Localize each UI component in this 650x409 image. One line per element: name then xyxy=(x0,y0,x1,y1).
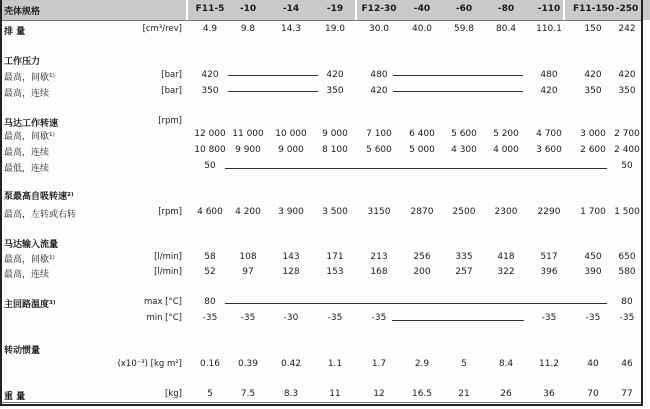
table-cell: 242 xyxy=(618,24,636,34)
table-cell: 3 600 xyxy=(536,145,562,155)
table-cell: 396 xyxy=(540,267,558,277)
col-header: -110 xyxy=(537,4,561,14)
left-border xyxy=(0,0,2,406)
table-cell: 257 xyxy=(455,267,473,277)
table-cell: 0.42 xyxy=(280,359,302,369)
row-label: 最低，连续 xyxy=(4,164,50,174)
section-title: 重 量 xyxy=(4,392,26,402)
table-cell: 1.7 xyxy=(371,359,387,369)
table-cell: 2 400 xyxy=(614,145,640,155)
row-unit: max [°C] xyxy=(143,297,182,307)
range-line xyxy=(225,168,607,169)
table-cell: 80 xyxy=(204,297,216,307)
table-cell: 10 800 xyxy=(194,145,226,155)
table-cell: 4 200 xyxy=(235,207,261,217)
table-cell: 517 xyxy=(540,252,558,262)
table-cell: 1 700 xyxy=(580,207,606,217)
row-separator xyxy=(0,20,641,21)
table-cell: -35 xyxy=(240,313,256,323)
table-cell: 213 xyxy=(370,252,388,262)
table-cell: 480 xyxy=(540,70,558,80)
table-cell: 390 xyxy=(584,267,602,277)
table-cell: 350 xyxy=(201,86,219,96)
table-cell: 4.9 xyxy=(202,24,218,34)
col-header: -19 xyxy=(326,4,344,14)
table-cell: 350 xyxy=(584,86,602,96)
section-title: 排 量 xyxy=(4,27,26,37)
table-cell: 21 xyxy=(458,389,470,399)
table-cell: 128 xyxy=(282,267,300,277)
table-cell: 52 xyxy=(204,267,216,277)
table-cell: 5 600 xyxy=(366,145,392,155)
col-header: -10 xyxy=(239,4,257,14)
table-cell: 58 xyxy=(204,252,216,262)
row-unit: [bar] xyxy=(161,86,182,96)
table-cell: 19.0 xyxy=(324,24,346,34)
table-cell: 50 xyxy=(204,161,216,171)
group-divider xyxy=(355,0,357,409)
table-cell: 10 000 xyxy=(275,129,307,139)
table-cell: 420 xyxy=(370,86,388,96)
table-cell: 12 xyxy=(373,389,385,399)
row-label: 最高，左转或右转 xyxy=(4,210,77,220)
table-cell: 59.8 xyxy=(453,24,475,34)
table-cell: 5 xyxy=(207,389,213,399)
row-unit: [kg] xyxy=(165,389,182,399)
table-cell: 3 500 xyxy=(322,207,348,217)
table-cell: 420 xyxy=(326,70,344,80)
table-cell: 1.1 xyxy=(327,359,343,369)
row-label: 最高，连续 xyxy=(4,270,50,280)
table-cell: 11 xyxy=(329,389,341,399)
table-cell: 1 500 xyxy=(614,207,640,217)
row-unit: min [°C] xyxy=(146,313,182,323)
row-unit: (x10⁻³) [kg m²] xyxy=(117,359,182,369)
table-cell: 2 600 xyxy=(580,145,606,155)
row-label: 最高，间歇¹⁾ xyxy=(4,255,55,265)
table-cell: 418 xyxy=(497,252,515,262)
col-header: F11-150 xyxy=(573,4,615,14)
table-cell: 480 xyxy=(370,70,388,80)
right-border xyxy=(641,0,643,406)
table-cell: 171 xyxy=(326,252,344,262)
row-unit: [l/min] xyxy=(154,252,182,262)
table-cell: 11.2 xyxy=(538,359,560,369)
table-cell: 650 xyxy=(618,252,636,262)
row-label: 最高，连续 xyxy=(4,148,50,158)
table-cell: -30 xyxy=(283,313,299,323)
table-cell: 40.0 xyxy=(411,24,433,34)
table-cell: 6 400 xyxy=(409,129,435,139)
bottom-border xyxy=(0,404,641,406)
table-cell: -35 xyxy=(371,313,387,323)
table-cell: 5 000 xyxy=(409,145,435,155)
col-header: -250 xyxy=(615,4,639,14)
table-cell: 2290 xyxy=(537,207,561,217)
section-title: 马达工作转速 xyxy=(4,119,59,129)
range-line xyxy=(228,75,318,76)
table-cell: 420 xyxy=(618,70,636,80)
section-title: 主回路温度³⁾ xyxy=(4,300,56,310)
header-title: 壳体规格 xyxy=(4,7,41,17)
table-cell: 12 000 xyxy=(194,129,226,139)
table-cell: 350 xyxy=(326,86,344,96)
table-cell: 11 000 xyxy=(232,129,264,139)
table-cell: -35 xyxy=(327,313,343,323)
table-cell: 50 xyxy=(621,161,633,171)
table-cell: -35 xyxy=(202,313,218,323)
table-cell: 200 xyxy=(413,267,431,277)
section-title: 工作压力 xyxy=(4,57,41,67)
table-cell: 2500 xyxy=(452,207,476,217)
section-title: 转动惯量 xyxy=(4,346,41,356)
col-header: -60 xyxy=(455,4,473,14)
table-cell: 0.39 xyxy=(237,359,259,369)
range-line xyxy=(225,303,607,304)
table-cell: 2300 xyxy=(494,207,518,217)
range-line xyxy=(393,75,523,76)
table-cell: 5 600 xyxy=(451,129,477,139)
table-cell: 4 000 xyxy=(493,145,519,155)
table-cell: 3 900 xyxy=(278,207,304,217)
table-cell: 2.9 xyxy=(414,359,430,369)
table-cell: -35 xyxy=(619,313,635,323)
table-cell: 8.3 xyxy=(283,389,299,399)
table-cell: 70 xyxy=(587,389,599,399)
row-unit: [rpm] xyxy=(158,116,182,126)
table-cell: 335 xyxy=(455,252,473,262)
table-cell: 420 xyxy=(201,70,219,80)
group-divider xyxy=(563,0,565,409)
table-cell: 110.1 xyxy=(536,24,562,34)
table-cell: 322 xyxy=(497,267,515,277)
col-header: F11-5 xyxy=(195,4,225,14)
row-unit: [bar] xyxy=(161,70,182,80)
section-title: 马达输入流量 xyxy=(4,240,59,250)
table-cell: 350 xyxy=(618,86,636,96)
table-cell: 7 100 xyxy=(366,129,392,139)
section-title: 泵最高自吸转速²⁾ xyxy=(4,192,74,202)
table-cell: 2 700 xyxy=(614,129,640,139)
table-cell: 14.3 xyxy=(280,24,302,34)
table-cell: 0.16 xyxy=(199,359,221,369)
table-cell: 420 xyxy=(584,70,602,80)
table-cell: 9 000 xyxy=(322,129,348,139)
table-cell: 3150 xyxy=(367,207,391,217)
table-cell: 2870 xyxy=(410,207,434,217)
row-unit: [rpm] xyxy=(158,207,182,217)
table-cell: 3 000 xyxy=(580,129,606,139)
table-cell: 7.5 xyxy=(240,389,256,399)
table-cell: 420 xyxy=(540,86,558,96)
table-cell: 80 xyxy=(621,297,633,307)
table-cell: 80.4 xyxy=(495,24,517,34)
table-cell: 40 xyxy=(587,359,599,369)
col-header: -14 xyxy=(282,4,300,14)
row-unit: [l/min] xyxy=(154,267,182,277)
table-cell: 150 xyxy=(584,24,602,34)
table-cell: 108 xyxy=(239,252,257,262)
col-header: F12-30 xyxy=(361,4,397,14)
row-unit: [cm³/rev] xyxy=(142,24,182,34)
table-cell: 168 xyxy=(370,267,388,277)
table-cell: 9 000 xyxy=(278,145,304,155)
table-cell: 9 900 xyxy=(235,145,261,155)
table-cell: 4 300 xyxy=(451,145,477,155)
table-cell: 256 xyxy=(413,252,431,262)
table-cell: 97 xyxy=(242,267,254,277)
table-cell: -35 xyxy=(585,313,601,323)
table-cell: 143 xyxy=(282,252,300,262)
table-cell: 30.0 xyxy=(368,24,390,34)
table-cell: 8.4 xyxy=(498,359,514,369)
row-label: 最高，间歇¹⁾ xyxy=(4,132,55,142)
table-cell: 4 700 xyxy=(536,129,562,139)
table-cell: 153 xyxy=(326,267,344,277)
group-divider xyxy=(186,0,188,409)
table-cell: 36 xyxy=(543,389,555,399)
col-header: -40 xyxy=(413,4,431,14)
table-cell: 450 xyxy=(584,252,602,262)
row-label: 最高，连续 xyxy=(4,89,50,99)
table-cell: 9.8 xyxy=(240,24,256,34)
range-line xyxy=(392,320,524,321)
table-cell: -35 xyxy=(541,313,557,323)
table-cell: 5 200 xyxy=(493,129,519,139)
table-cell: 77 xyxy=(621,389,633,399)
row-separator xyxy=(0,402,641,403)
table-cell: 26 xyxy=(500,389,512,399)
table-cell: 5 xyxy=(461,359,467,369)
table-cell: 8 100 xyxy=(322,145,348,155)
range-line xyxy=(393,91,523,92)
table-cell: 46 xyxy=(621,359,633,369)
table-cell: 580 xyxy=(618,267,636,277)
table-cell: 4 600 xyxy=(197,207,223,217)
col-header: -80 xyxy=(497,4,515,14)
range-line xyxy=(228,91,318,92)
row-label: 最高，间歇¹⁾ xyxy=(4,73,55,83)
table-cell: 16.5 xyxy=(411,389,433,399)
